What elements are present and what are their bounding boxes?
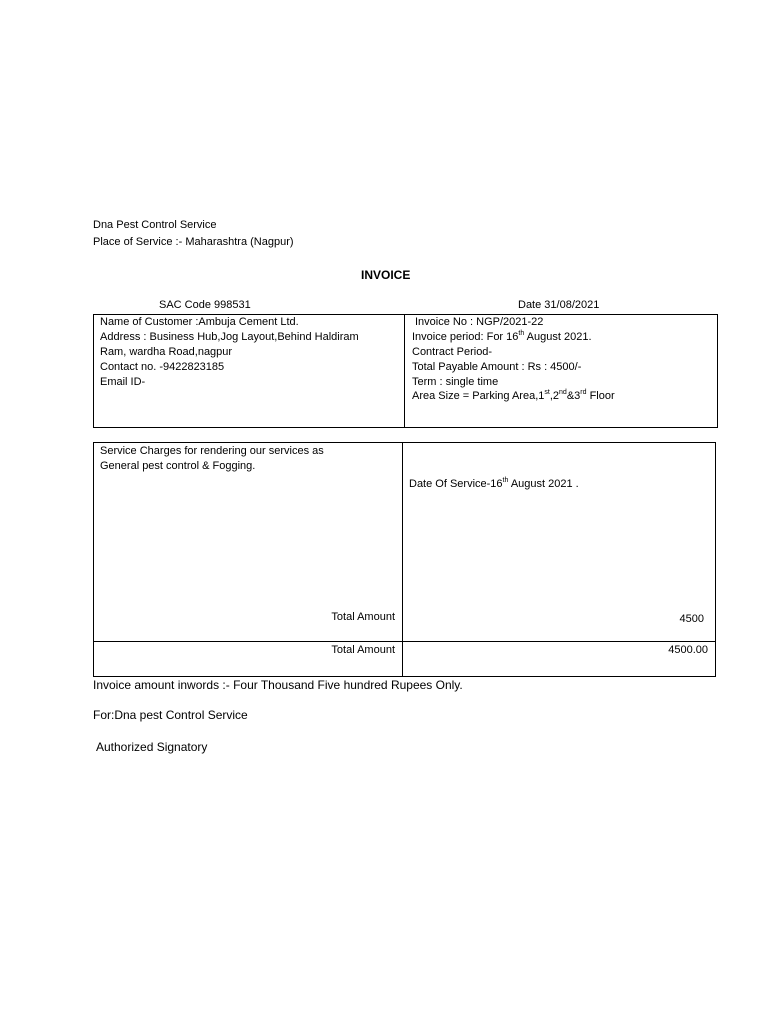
- area-size-mid-1: ,2: [549, 390, 560, 402]
- area-size-prefix: Area Size = Parking Area,1: [412, 390, 545, 402]
- customer-info-divider: [404, 314, 405, 428]
- customer-name: Name of Customer :Ambuja Cement Ltd.: [100, 316, 299, 328]
- invoice-date: Date 31/08/2021: [518, 299, 600, 311]
- authorized-signatory: Authorized Signatory: [96, 740, 208, 754]
- date-of-service-suffix: August 2021 .: [508, 478, 579, 490]
- area-size-ordinal-1: st: [544, 389, 550, 396]
- customer-contact: Contact no. -9422823185: [100, 361, 225, 373]
- invoice-period-ordinal: th: [518, 330, 525, 337]
- area-size-suffix: Floor: [586, 390, 615, 402]
- grand-total-label: Total Amount: [331, 644, 395, 656]
- subtotal-value: 4500: [679, 613, 704, 625]
- area-size-ordinal-2: nd: [559, 389, 567, 396]
- total-payable-amount: Total Payable Amount : Rs : 4500/-: [412, 361, 582, 373]
- service-description-line-2: General pest control & Fogging.: [100, 460, 256, 472]
- contract-period: Contract Period-: [412, 346, 493, 358]
- service-table-row-divider: [93, 641, 716, 642]
- customer-address-line-1: Address : Business Hub,Jog Layout,Behind Haldiram: [100, 331, 359, 343]
- invoice-number: Invoice No : NGP/2021-22: [415, 316, 544, 328]
- area-size-mid-2: &3: [566, 390, 581, 402]
- customer-email: Email ID-: [100, 376, 146, 388]
- invoice-period-prefix: Invoice period: For 16: [412, 331, 519, 343]
- customer-address-line-2: Ram, wardha Road,nagpur: [100, 346, 233, 358]
- for-company: For:Dna pest Control Service: [93, 708, 248, 722]
- invoice-period: [412, 330, 592, 345]
- date-of-service-prefix: Date Of Service-16: [409, 478, 503, 490]
- service-description-line-1: Service Charges for rendering our services as: [100, 445, 324, 457]
- subtotal-label: Total Amount: [331, 611, 395, 623]
- sac-code: SAC Code 998531: [159, 299, 251, 311]
- area-size: [412, 389, 615, 404]
- amount-in-words: Invoice amount inwords :- Four Thousand Five hundred Rupees Only.: [93, 678, 463, 692]
- area-size-ordinal-3: rd: [580, 389, 587, 396]
- invoice-title: INVOICE: [361, 268, 411, 282]
- term: Term : single time: [412, 376, 499, 388]
- invoice-period-suffix: August 2021.: [524, 331, 592, 343]
- company-name: Dna Pest Control Service: [93, 219, 217, 231]
- date-of-service-ordinal: th: [502, 477, 509, 484]
- date-of-service: [409, 477, 579, 492]
- place-of-service: Place of Service :- Maharashtra (Nagpur): [93, 236, 294, 248]
- grand-total-value: 4500.00: [668, 644, 708, 656]
